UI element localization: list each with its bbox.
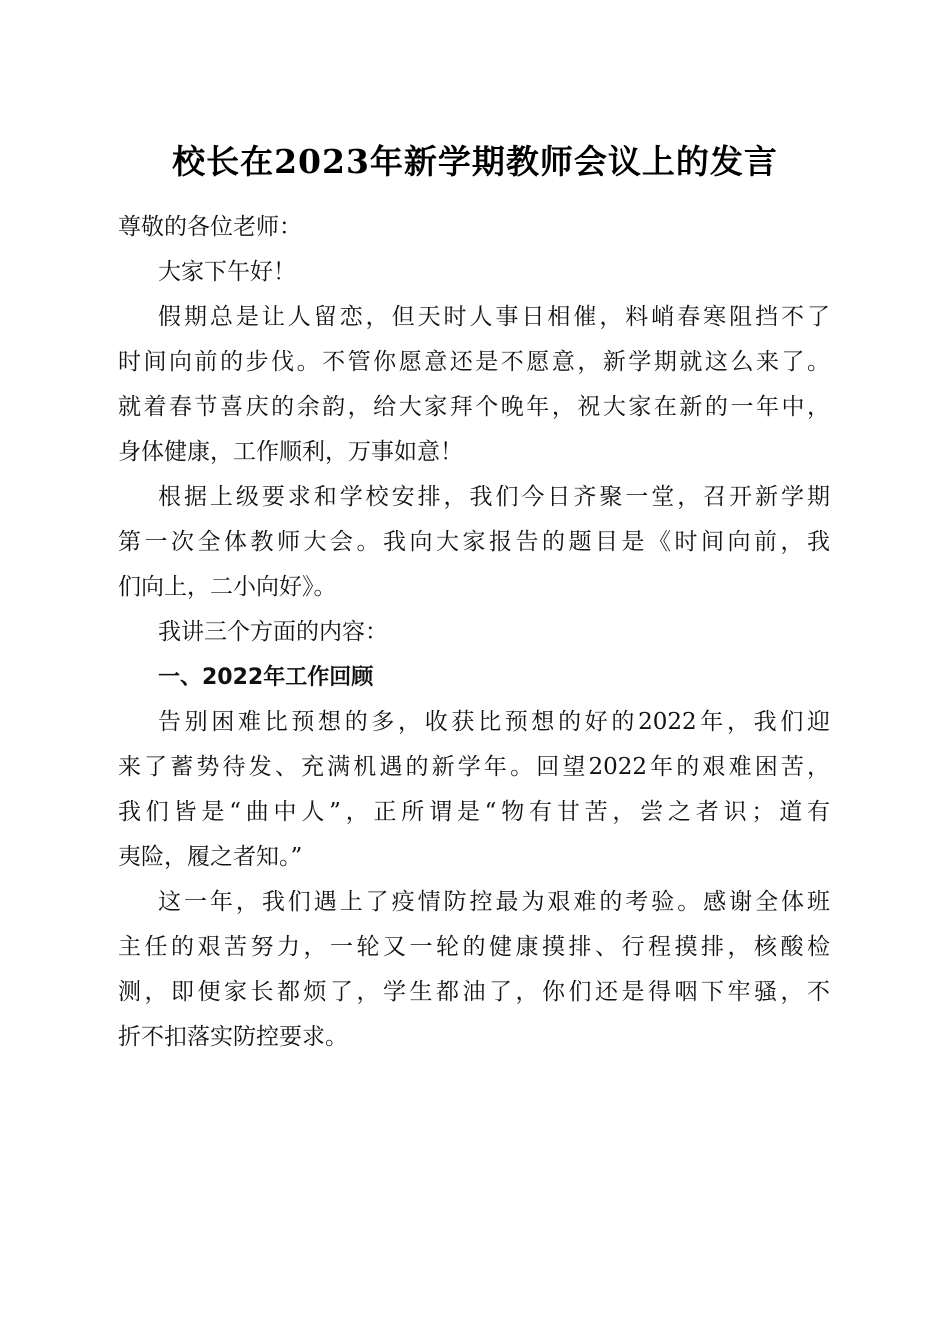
greeting: 大家下午好！: [158, 259, 296, 285]
paragraph-line: 根据上级要求和学校安排，我们今日齐聚一堂，召开新学期: [158, 484, 830, 510]
paragraph: [118, 880, 830, 1060]
paragraph-line: 们向上，二小向好》。: [118, 574, 337, 600]
document-body: [118, 205, 830, 1060]
paragraph: [118, 475, 830, 610]
paragraph-line: 测，即便家长都烦了，学生都油了，你们还是得咽下牢骚，不: [118, 979, 830, 1005]
paragraph-line: 身体健康，工作顺利，万事如意！: [118, 439, 463, 465]
page-title: 校长在2023年新学期教师会议上的发言: [172, 142, 778, 181]
paragraph-line: 假期总是让人留恋，但天时人事日相催，料峭春寒阻挡不了: [158, 304, 830, 330]
paragraph-line: 折不扣落实防控要求。: [118, 1024, 348, 1050]
paragraph: [118, 295, 830, 475]
paragraph-line: 来了蓄势待发、充满机遇的新学年。回望2022年的艰难困苦，: [118, 754, 830, 780]
paragraph-line: 我讲三个方面的内容：: [158, 619, 388, 645]
salutation: 尊敬的各位老师：: [118, 214, 302, 240]
paragraph-line: 我们皆是“曲中人”，正所谓是“物有甘苦，尝之者识；道有: [118, 799, 830, 825]
paragraph-line: 主任的艰苦努力，一轮又一轮的健康摸排、行程摸排，核酸检: [118, 934, 830, 960]
paragraph-line: 夷险，履之者知。”: [118, 844, 303, 870]
section-heading: 一、2022年工作回顾: [158, 665, 374, 690]
paragraph-line: 就着春节喜庆的余韵，给大家拜个晚年，祝大家在新的一年中，: [118, 394, 830, 420]
paragraph-line: 时间向前的步伐。不管你愿意还是不愿意，新学期就这么来了。: [118, 349, 830, 375]
paragraph-line: 第一次全体教师大会。我向大家报告的题目是《时间向前，我: [118, 529, 830, 555]
paragraph-line: 告别困难比预想的多，收获比预想的好的2022年，我们迎: [158, 709, 830, 735]
paragraph-line: 这一年，我们遇上了疫情防控最为艰难的考验。感谢全体班: [158, 889, 830, 915]
paragraph: [118, 700, 830, 880]
